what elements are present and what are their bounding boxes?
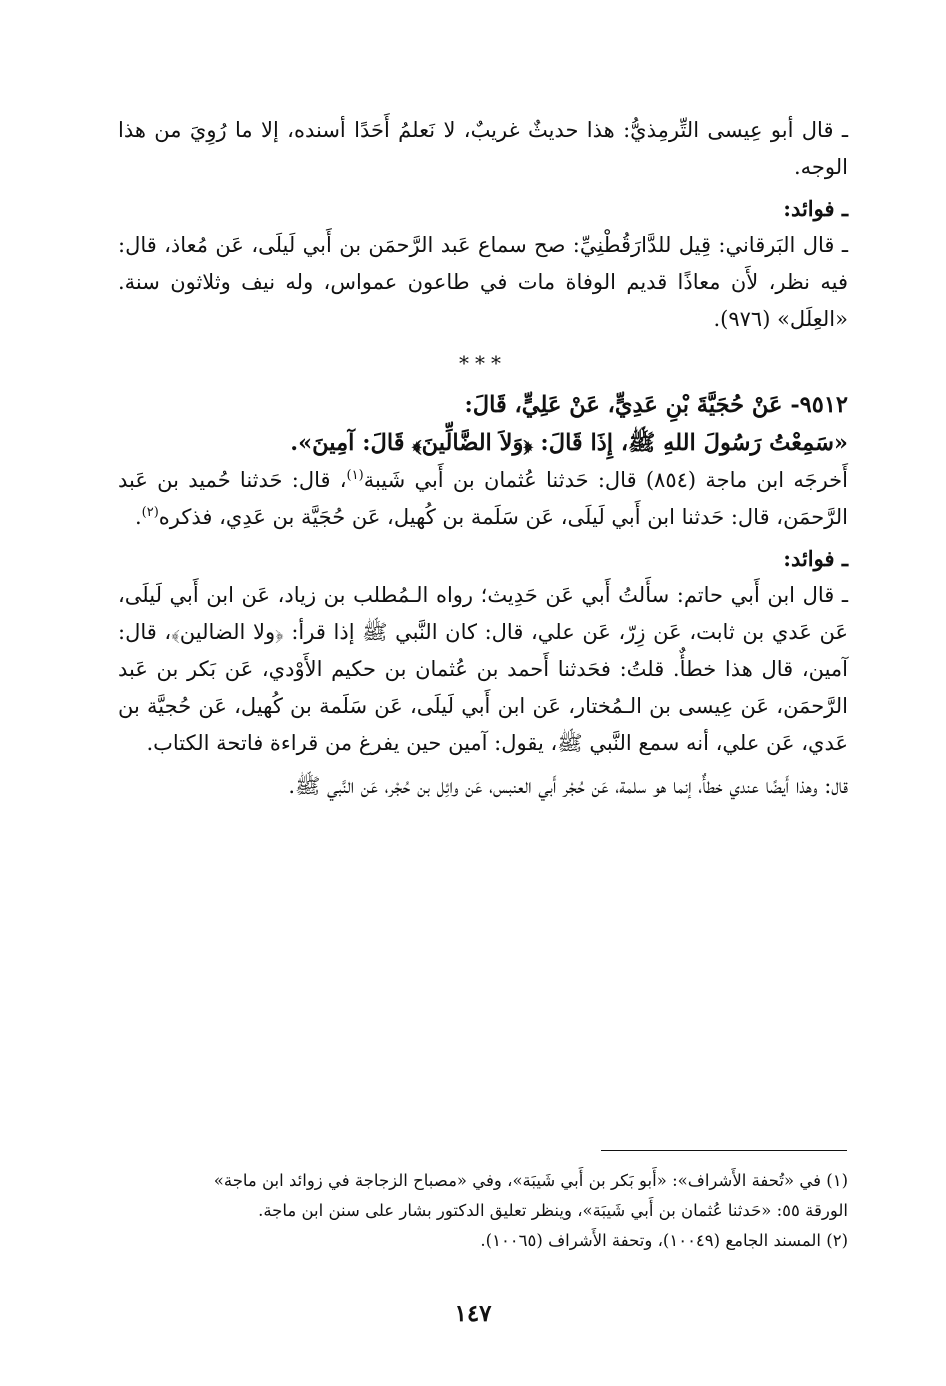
takhrij-end: . [134, 505, 142, 529]
fawaid-heading-2: ـ فوائد: [783, 546, 848, 571]
footnotes [118, 1166, 848, 1256]
paragraph-closing: قال: وهذا أَيضًا عندي خطأٌ، إنما هو سلمة، عَن حُجْر أَبي العنبس، عَن وائِل بن حُجْر، عَن النَّبي ﷺ. [288, 774, 848, 798]
hadith-matn: «سَمِعْتُ رَسُولَ اللهِ ﷺ، إِذَا قَالَ: ﴿وَلاَ الضَّالِّينَ﴾ قَالَ: آمِينَ». [290, 430, 848, 456]
page-body [118, 112, 848, 805]
page-number: ١٤٧ [454, 1300, 492, 1327]
fawaid-heading: ـ فوائد: [783, 196, 848, 221]
footnote-2: (٢) المسند الجامع (١٠٠٤٩)، وتحفة الأَشراف (١٠٠٦٥). [480, 1231, 848, 1250]
footnote-1-line-1: (١) في «تُحفة الأَشراف»: «أَبو بَكر بن أَبي شَيبَة»، وفي «مصباح الزجاجة في زوائد ابن ماجة» [213, 1171, 848, 1190]
footnote-divider [601, 1150, 847, 1151]
section-separator: *** [459, 351, 507, 375]
footnote-1-line-2: الورقة ٥٥: «حَدثنا عُثمان بن أَبي شَيبَة»، وينظر تعليق الدكتور بشار على سنن ابن ماجة. [258, 1201, 848, 1220]
footnote-ref-1[interactable]: (١) [346, 468, 364, 483]
takhrij-text-b: ، قال: حَدثنا حُميد بن عَبد الرَّحمَن، قال: حَدثنا ابن أَبي لَيلَى، عَن سَلَمة بن كُهيل، عَن حُجَيَّة بن عَدِي، فذكره [118, 468, 848, 529]
takhrij-text-a: أَخرجَه ابن ماجة (٨٥٤) قال: حَدثنا عُثمان بن أَبي شَيبة [363, 468, 848, 492]
hadith-isnad: ٩٥١٢- عَنْ حُجَيَّةَ بْنِ عَدِيٍّ، عَنْ عَلِيٍّ، قَالَ: [464, 392, 848, 418]
paragraph-takhrij [118, 462, 848, 536]
paragraph-barqani: ـ قال البَرقاني: قِيل للدَّارَقُطْنِيِّ: صح سماع عَبد الرَّحمَن بن أَبي لَيلَى، عَن مُعاذ، قال: فيه نظر، لأَن معاذًا قديم الوفاة مات في طاعون عمواس، وله نيف وثلاثون سنة. «العِلَل» (٩٧٦). [118, 233, 848, 331]
paragraph-ibn-abi-hatim: ـ قال ابن أَبي حاتم: سأَلتُ أَبي عَن حَدِيث؛ رواه الـمُطلب بن زياد، عَن ابن أَبي لَيلَى، عَن عَدي بن ثابت، عَن زِرّ، عَن علي، قال: كان النَّبي ﷺ إذا قرأ: ﴿ولا الضالين﴾، قال: آمين، قال هذا خطأٌ. قلتُ: فحَدثنا أَحمد بن عُثمان بن حكيم الأَوْدي، عَن بَكر بن عَبد الرَّحمَن، عَن عِيسى بن الـمُختار، عَن ابن أَبي لَيلَى، عَن سَلَمة بن كُهيل، عَن حُجيَّة بن عَدي، عَن علي، أنه سمع النَّبي ﷺ، يقول: آمين حين يفرغ من قراءة فاتحة الكتاب. [118, 583, 848, 755]
paragraph-tirmidhi: ـ قال أبو عِيسى التِّرمِذيُّ: هذا حديثٌ غريبٌ، لا نَعلمُ أَحَدًا أسنده، إلا ما رُوِيَ من هذا الوجه. [118, 118, 848, 179]
footnote-ref-2[interactable]: (٢) [141, 505, 159, 520]
